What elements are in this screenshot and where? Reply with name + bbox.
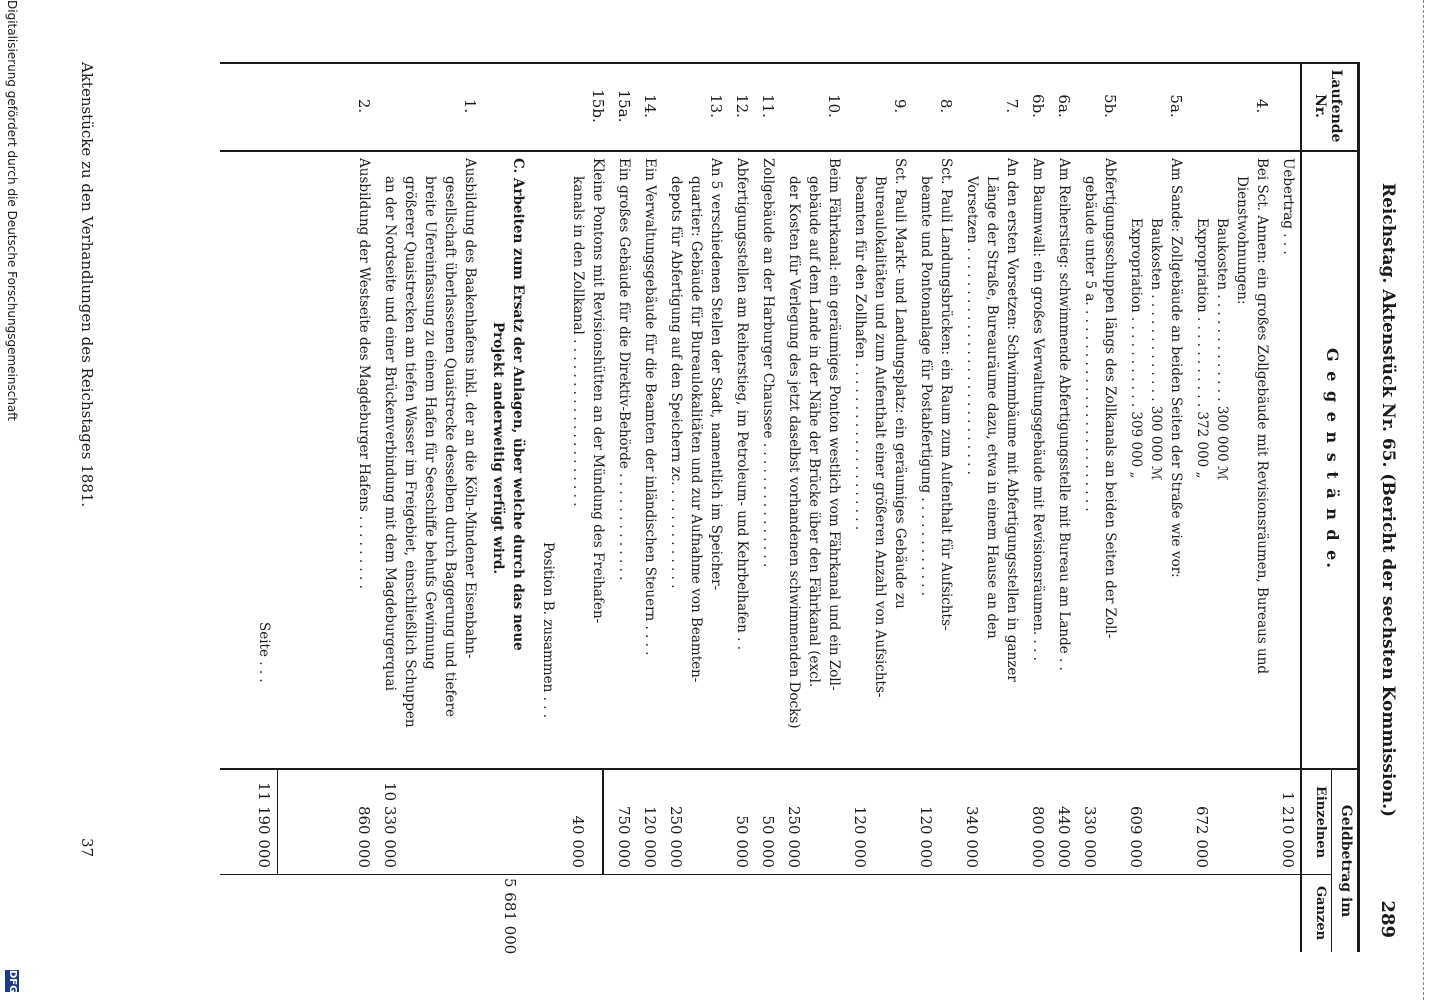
row-number: 15a. bbox=[615, 89, 633, 123]
amount-einzelnen: 609 000 bbox=[1127, 805, 1145, 868]
row-description-line: Ein Verwaltungsgebäude für die Beamten der inländischen Steuern . . . . bbox=[642, 158, 658, 656]
row-number: 6b. bbox=[1029, 94, 1047, 118]
row-description-line: quartier: Gebäude für Bureaulokalitäten und zur Aufnahme von Beamten- bbox=[688, 176, 704, 683]
dfg-logo: DFG bbox=[7, 970, 18, 994]
row-number: 11. bbox=[759, 94, 777, 118]
row-description-line: Vorsetzen . . . . . . . . . . . . . . . . . . . . . . . . . . . bbox=[964, 176, 980, 475]
col-header-geldbetrag: Geldbetrag im bbox=[1338, 804, 1354, 918]
amount-einzelnen: 672 000 bbox=[1193, 805, 1211, 868]
digitization-credit: Digitalisierung gefördert durch die Deutsche Forschungsgemeinschaft bbox=[5, 0, 19, 422]
col-rule-lfd bbox=[220, 62, 1360, 64]
row-description-line: Kleine Pontons mit Revisionshütten an der Mündung des Freihafen- bbox=[590, 158, 606, 624]
amount-einzelnen: 50 000 bbox=[733, 815, 751, 868]
col-rule-betrag bbox=[220, 768, 1360, 770]
page-number: 289 bbox=[1377, 900, 1398, 938]
row-description-line: Sct. Pauli Markt- und Landungsplatz: ein geräumiges Gebäude zu bbox=[892, 158, 908, 609]
row-description-line: Abfertigungsstellen am Reiherstieg, im Petroleum- und Kehrbelhafen . . bbox=[734, 158, 750, 651]
amount-einzelnen: 120 000 bbox=[917, 805, 935, 868]
amount-einzelnen: 10 330 000 bbox=[381, 782, 399, 868]
row-description-line: der Kosten für Verlegung des jetzt daselbst vorhandenen schwimmenden Docks) bbox=[786, 176, 802, 729]
amount-einzelnen: 330 000 bbox=[1081, 805, 1099, 868]
row-description-line: Dienstwohnungen: bbox=[1234, 176, 1250, 305]
col-header-einzelnen: Einzelnen bbox=[1313, 785, 1328, 859]
row-number: 15b. bbox=[589, 89, 607, 123]
row-description-line: Ausbildung der Westseite des Magdeburger Hafens . . . . . . . . . bbox=[356, 158, 372, 589]
row-description-line: Am Baumwall: ein großes Verwaltungsgebäude mit Revisionsräumen. . . . bbox=[1030, 158, 1046, 661]
row-description-line: breite Ufereinfassung zu einem Hafen für Seeschiffe behufs Gewinnung bbox=[422, 176, 438, 670]
row-description-line: Bei Sct. Annen: ein großes Zollgebäude mit Revisionsräumen, Bureaus und bbox=[1254, 158, 1270, 675]
col-header-ganzen: Ganzen bbox=[1313, 885, 1328, 941]
amount-einzelnen: 250 000 bbox=[667, 805, 685, 868]
row-description-line: Expropriation . . . . . . . . . . . 309 000 „ bbox=[1128, 218, 1144, 479]
table-top-rule bbox=[1357, 62, 1360, 952]
amount-einzelnen: 50 000 bbox=[759, 815, 777, 868]
row-description-line: depots für Abfertigung auf den Speichern zc. . . . . . . . . . . . . bbox=[668, 176, 684, 589]
row-description-line: beamte und Pontonanlage für Postabfertigung . . . . . . . . . . . . bbox=[918, 176, 934, 597]
amount-einzelnen: 750 000 bbox=[615, 805, 633, 868]
row-description-line: Bureaulokalitäten und zum Aufenthalt einer größeren Anzahl von Aufsichts- bbox=[872, 176, 888, 698]
page-title: Reichstag. Aktenstück Nr. 65. (Bericht der sechsten Kommission.) bbox=[1378, 182, 1398, 818]
row-number: 1. bbox=[461, 98, 479, 114]
row-description-line: Uebertrag . . . bbox=[1280, 158, 1296, 255]
col-header-gegenstand: G e g e n s t ä n d e. bbox=[1323, 348, 1342, 570]
row-description-line: Beim Fährkanal: ein geräumiges Ponton westlich vom Fährkanal und ein Zoll- bbox=[826, 158, 842, 691]
scan-edge-line bbox=[1423, 0, 1424, 1000]
row-number: 5a. bbox=[1167, 94, 1185, 118]
row-description-line: Am Sande: Zollgebäude an beiden Seiten der Straße wie vor: bbox=[1168, 158, 1184, 578]
row-number: 7. bbox=[1003, 98, 1021, 114]
section-c-heading: C. Arbeiten zum Ersatz der Anlagen, über welche durch das neue bbox=[510, 158, 526, 651]
row-number: 13. bbox=[707, 94, 725, 118]
col-header-lfd: Laufende Nr. bbox=[1312, 69, 1344, 143]
row-number: 12. bbox=[733, 94, 751, 118]
row-description-line: gesellschaft überlassenen Quaistrecke desselben durch Baggerung und tiefere bbox=[442, 176, 458, 717]
amount-einzelnen: 860 000 bbox=[355, 805, 373, 868]
row-description-line: gebäude unter 5 a. . . . . . . . . . . . . . . . . . . . . . . . . bbox=[1082, 176, 1098, 512]
amount-einzelnen: 120 000 bbox=[641, 805, 659, 868]
row-description-line: Sct. Pauli Landungsbrücken: ein Raum zum Aufenthalt für Aufsichts- bbox=[938, 158, 954, 631]
row-description-line: beamten für den Zollhafen . . . . . . . . . . . . . . . . . . . . bbox=[852, 176, 868, 531]
row-number: 2. bbox=[355, 98, 373, 114]
col-rule-gegenstand bbox=[220, 150, 1360, 152]
row-description-line: Baukosten . . . . . . . . . . . . . 300 000 ℳ bbox=[1148, 218, 1164, 481]
section-c-heading: Projekt anderweitig verfügt wird. bbox=[490, 322, 506, 575]
budget-table bbox=[170, 62, 1360, 955]
row-description-line: Zollgebäude an der Harburger Chaussee . . . . . . . . . . . . . . . bbox=[760, 158, 776, 568]
row-description-line: An 5 verschiedenen Stellen der Stadt, namentlich im Speicher- bbox=[708, 158, 724, 591]
col-rule-einzeln bbox=[220, 874, 1332, 875]
geldbetrag-rule bbox=[1331, 770, 1332, 952]
seite-rule bbox=[277, 770, 278, 874]
seite-einzelnen: 11 190 000 bbox=[255, 782, 273, 868]
header-bottom-rule bbox=[1300, 62, 1302, 952]
amount-einzelnen: 40 000 bbox=[569, 815, 587, 868]
amount-einzelnen: 800 000 bbox=[1029, 805, 1047, 868]
row-description-line: größerer Quaistrecken am tiefen Wasser im Freigebiet, einschließlich Schuppen bbox=[402, 176, 418, 728]
row-description-line: Ein großes Gebäude für die Direktiv-Behörde . . . . . . . . . . . . . bbox=[616, 158, 632, 581]
sum-position-b-label: Position B. zusammen . . . bbox=[540, 542, 556, 719]
row-description-line: gebäude auf dem Lande in der Nähe der Brücke über den Fährkanal (excl. bbox=[806, 176, 822, 688]
footer-left: Aktenstücke zu den Verhandlungen des Reichstages 1881. bbox=[78, 62, 96, 508]
row-number: 5b. bbox=[1101, 94, 1119, 118]
row-description-line: an der Nordseite und einer Brückenverbindung mit dem Magdeburgerquai bbox=[382, 176, 398, 691]
row-description-line: An den ersten Vorsetzen: Schwimmbäume mit Abfertigungsstellen in ganzer bbox=[1004, 158, 1020, 682]
row-description-line: Baukosten . . . . . . . . . . . . . 300 000 ℳ bbox=[1214, 218, 1230, 481]
amount-einzelnen: 340 000 bbox=[963, 805, 981, 868]
row-description-line: Abfertigungsschuppen längs des Zollkanals an beiden Seiten der Zoll- bbox=[1102, 158, 1118, 639]
row-description-line: kanals in den Zollkanal . . . . . . . . . . . . . . . . . . . . bbox=[570, 176, 586, 507]
row-description-line: Am Reiherstieg: schwimmende Abfertigungsstelle mit Bureau am Lande . . bbox=[1056, 158, 1072, 671]
row-number: 14. bbox=[641, 94, 659, 118]
footer-page-number: 37 bbox=[78, 838, 96, 858]
row-description-line: Ausbildung des Baakenhafens inkl. der an die Köln-Mindener Eisenbahn- bbox=[462, 158, 478, 659]
row-number: 10. bbox=[825, 94, 843, 118]
row-number: 4. bbox=[1253, 98, 1271, 114]
sum-position-b-ganzen: 5 681 000 bbox=[501, 878, 519, 955]
amount-einzelnen: 1 210 000 bbox=[1279, 791, 1297, 868]
seite-label: Seite . . . bbox=[256, 622, 272, 683]
sum-rule-top bbox=[602, 770, 604, 874]
row-description-line: Expropriation . . . . . . . . . . . 372 000 „ bbox=[1194, 218, 1210, 479]
amount-einzelnen: 120 000 bbox=[851, 805, 869, 868]
row-number: 6a. bbox=[1055, 94, 1073, 118]
row-number: 8. bbox=[937, 98, 955, 114]
row-description-line: Länge der Straße, Bureauräume dazu, etwa in einem Hause an den bbox=[984, 176, 1000, 639]
row-number: 9. bbox=[891, 98, 909, 114]
amount-einzelnen: 440 000 bbox=[1055, 805, 1073, 868]
amount-einzelnen: 250 000 bbox=[785, 805, 803, 868]
